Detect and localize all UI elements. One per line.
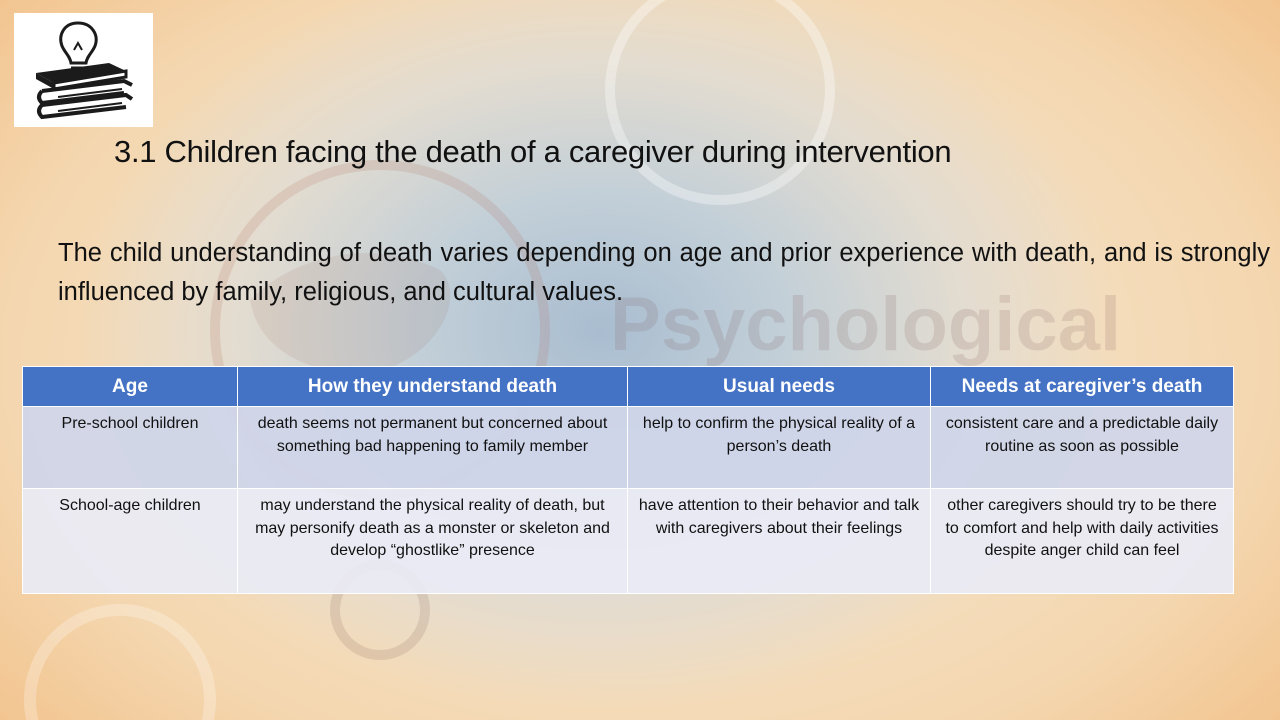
table-cell: may understand the physical reality of death, but may personify death as a monster or skeleton and develop “ghostlike” presence xyxy=(238,489,628,594)
column-header: How they understand death xyxy=(238,367,628,407)
age-needs-table xyxy=(22,366,1234,594)
table-cell: School-age children xyxy=(23,489,238,594)
table-row xyxy=(23,407,1234,489)
table-cell: consistent care and a predictable daily routine as soon as possible xyxy=(931,407,1234,489)
table-cell: Pre-school children xyxy=(23,407,238,489)
table-cell: have attention to their behavior and talk with caregivers about their feelings xyxy=(628,489,931,594)
slide-title: 3.1 Children facing the death of a caregiver during intervention xyxy=(114,134,952,169)
background-watermark: Psychological xyxy=(610,282,1122,367)
table-row xyxy=(23,489,1234,594)
column-header: Usual needs xyxy=(628,367,931,407)
table-cell: help to confirm the physical reality of a person’s death xyxy=(628,407,931,489)
table-cell: death seems not permanent but concerned about something bad happening to family member xyxy=(238,407,628,489)
table-header-row xyxy=(23,367,1234,407)
logo xyxy=(14,13,153,127)
lightbulb-books-icon xyxy=(14,13,153,127)
intro-paragraph: The child understanding of death varies depending on age and prior experience with death, and is strongly influenced by family, religious, and cultural values. xyxy=(58,239,1270,306)
table-cell: other caregivers should try to be there to comfort and help with daily activities despite anger child can feel xyxy=(931,489,1234,594)
column-header: Needs at caregiver’s death xyxy=(931,367,1234,407)
column-header: Age xyxy=(23,367,238,407)
